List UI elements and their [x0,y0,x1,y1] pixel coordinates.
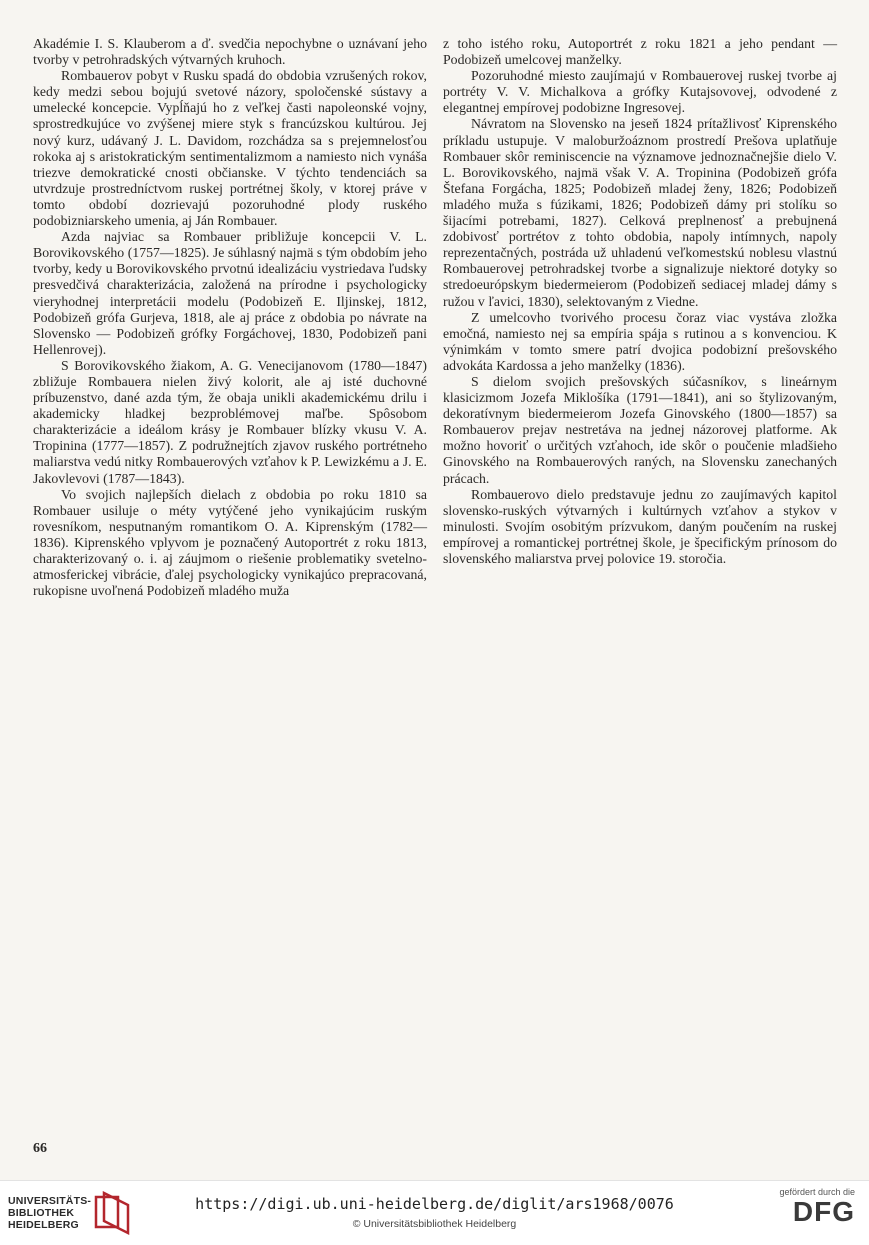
dfg-logo-text: DFG [792,1196,855,1227]
left-text-column [33,36,427,599]
paragraph: Pozoruhodné miesto zaujímajú v Rombauerovej ruskej tvorbe aj portréty V. V. Michalkova a grófky Kutajsovovej, odvodené z elegantnej empírovej podobizne Ingresovej. [443,68,837,116]
paragraph: z toho istého roku, Autoportrét z roku 1821 a jeho pendant — Podobizeň umelcovej manželky. [443,36,837,68]
paragraph: Akadémie I. S. Klauberom a ď. svedčia nepochybne o uznávaní jeho tvorby v petrohradských výtvarných kruhoch. [33,36,427,68]
paragraph: Rombauerov pobyt v Rusku spadá do obdobia vzrušených rokov, kedy medzi sebou bojujú svetové názory, spoločenské sústavy a umelecké koncepcie. Vypĺňajú ho z veľkej časti napoleonské vojny, sprostredkujúce vo zvýšenej miere styk s francúzskou kultúrou. Jej nový kurz, udávaný J. L. Davidom, rozchádza sa s prejemnelosťou rokoka aj s aristokratickým sentimentalizmom a namiesto nich vynáša triezve demokratické cnosti občianske. V týchto tendenciách sa utvrdzuje prostredníctvom ruskej portrétnej školy, v ktorej práve v tomto období dozrievajú pozoruhodné plody ruského podobizniarskeho umenia, aj Ján Rombauer. [33,68,427,229]
copyright-notice: © Universitätsbibliothek Heidelberg [352,1218,517,1230]
paragraph: Návratom na Slovensko na jeseň 1824 prítažlivosť Kiprenského príkladu ustupuje. V maloburžoáznom prostredí Prešova uplatňuje Rombauer skôr reminiscencie na významove jednoznačnejšie dielo V. L. Borovikovského, najmä však V. A. Tropinina (Podobizeň grófa Štefana Forgácha, 1825; Podobizeň mladej ženy, 1826; Podobizeň mladého muža s fúzikami, 1826; Podobizeň dámy pri stolíku so šijacími potrebami, 1827). Celková preplnenosť a prebujnená zdobivosť portrétov z tohto obdobia, napoly intímnych, napoly reprezentačných, postráda už uhladenú veľkomestskú noblesu vlastnú Rombauerovej petrohradskej tvorbe a signalizuje niektoré dotyky so stredoeurópskym biedermeierom (Podobizeň sediacej mladej dámy s ružou v ľavici, 1830), selektovaným z Viedne. [443,116,837,309]
permalink-url[interactable]: https://digi.ub.uni-heidelberg.de/diglit/ars1968/0076 [195,1195,674,1213]
page-number: 66 [33,1141,47,1156]
funded-by-label: gefördert durch die [779,1187,855,1197]
paragraph: Azda najviac sa Rombauer približuje koncepcii V. L. Borovikovského (1757—1825). Je súhlasný najmä s tým obdobím jeho tvorby, kedy u Borovikovského prvotnú idealizáciu vystriedava ľudsky presvedčivá charakterizácia, založená na prírodne i psychologicky vieryhodnej interpretácii modelu (Podobizeň E. Iljinskej, 1812, Podobizeň grófa Gurjeva, 1818, ale aj práce z obdobia po návrate na Slovensko — Podobizeň grófky Forgáchovej, 1830, Podobizeň pani Hellenrovej). [33,229,427,357]
library-name-line: BIBLIOTHEK [8,1207,75,1219]
funder-logo[interactable] [765,1187,855,1227]
paragraph: Z umelcovho tvorivého procesu čoraz viac vystáva zložka emočná, namiesto nej sa empíria spája s rutinou a s konvenciou. K výnimkám v tomto smere patrí dvojica podobizní prešovského advokáta Kardossa a jeho manželky (1836). [443,309,837,373]
paragraph: S dielom svojich prešovských súčasníkov, s lineárnym klasicizmom Jozefa Miklošíka (1791—1841), ani so štylizovaným, dekoratívnym biedermeierom Jozefa Ginovského (1800—1857) sa Rombauerov prejav nestretáva na jednej názorovej platforme. Ak možno hovoriť o určitých vzťahoch, ide skôr o poučenie mladšieho Ginovského na Rombauerových raných, na Slovensku zanechaných prácach. [443,373,837,486]
viewer-footer [0,1180,869,1245]
library-name-line: UNIVERSITÄTS- [8,1195,92,1207]
paragraph: Vo svojich najlepších dielach z obdobia po roku 1810 sa Rombauer usiluje o méty vytýčené jeho vynikajúcim ruským rovesníkom, nesputnaným romantikom O. A. Kiprenským (1782—1836). Kiprenského vplyvom je poznačený Autoportrét z roku 1813, charakterizovaný o. i. aj záujmom o riešenie problematiky svetelno-atmosferickej vibrácie, ďalej psychologicky vynikajúco prepracovaná, rukopisne uvoľnená Podobizeň mladého muža [33,486,427,599]
paragraph: Rombauerovo dielo predstavuje jednu zo zaujímavých kapitol slovensko-ruských výtvarných i kultúrnych vzťahov a stykov v minulosti. Svojím osobitým prízvukom, daným poučením na ruskej empírovej a romantickej portrétnej škole, je špecifickým prínosom do slovenského maliarstva prvej polovice 19. storočia. [443,486,837,566]
right-text-column [443,36,837,567]
library-name-line: HEIDELBERG [8,1219,79,1231]
paragraph: S Borovikovského žiakom, A. G. Venecijanovom (1780—1847) zbližuje Rombauera nielen živý kolorit, ale aj isté duchovné príbuzenstvo, dané azda tým, že obaja unikli akademickému drilu i akademicky hladkej bezproblémovej maľbe. Spôsobom charakterizácie a ideálom krásy je Rombauer blízky vkusu V. A. Tropinina (1777—1857). Z podružnejtích zjavov ruského portrétneho maliarstva vedú nitky Rombauerových vzťahov k P. Lewizkému a J. E. Jakovlevovi (1787—1843). [33,357,427,486]
